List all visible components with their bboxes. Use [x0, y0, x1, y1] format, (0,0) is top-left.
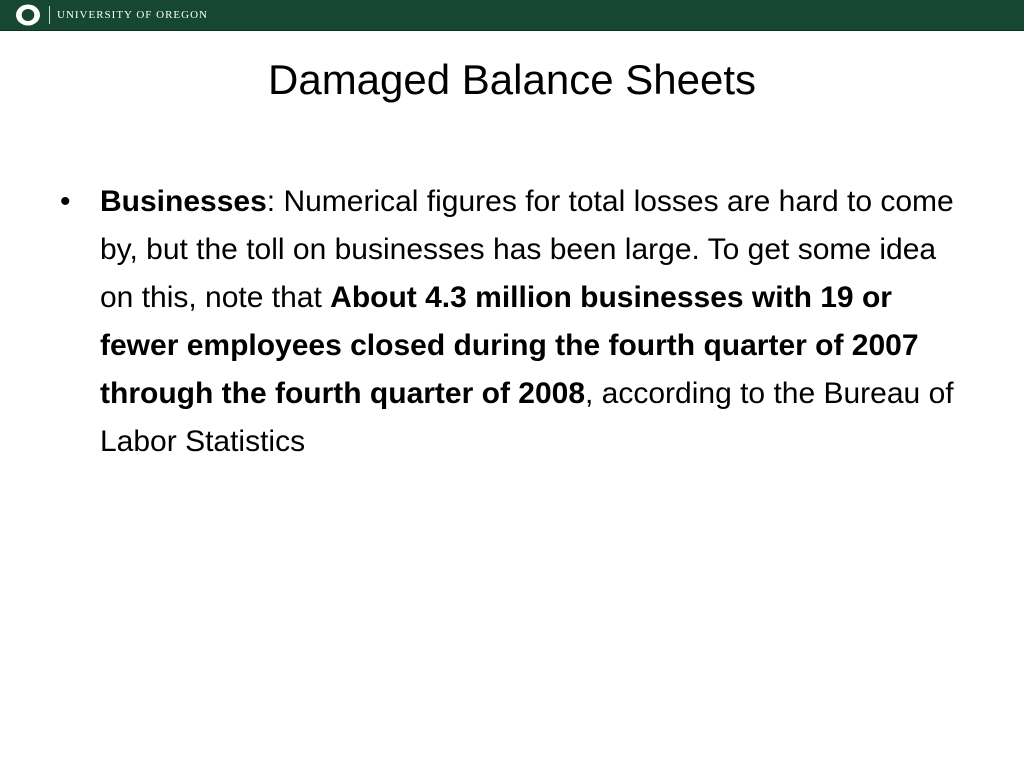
slide-content — [56, 178, 956, 466]
bullet-text-source: , according to the Bureau of Labor Statistics — [100, 377, 954, 458]
bullet-label: Businesses — [100, 185, 267, 218]
slide-title: Damaged Balance Sheets — [268, 56, 756, 103]
logo-divider — [49, 6, 50, 24]
bullet-label-suffix: : — [266, 185, 276, 218]
bullet-text-intro: Numerical figures for total losses are hard to come by, but the toll on businesses has been large. To get some idea on this, note that — [100, 185, 954, 314]
university-wordmark: UNIVERSITY OF OREGON — [57, 9, 208, 21]
oregon-o-logo-icon — [15, 3, 41, 27]
bullet-dot-icon: • — [60, 185, 71, 218]
bullet-list — [56, 178, 956, 466]
header-bar — [0, 0, 1024, 31]
bullet-item — [56, 178, 956, 466]
bullet-text-emphasis: About 4.3 million businesses with 19 or fewer employees closed during the fourth quarter of 2007 through the fourth quarter of 2008 — [100, 281, 919, 410]
